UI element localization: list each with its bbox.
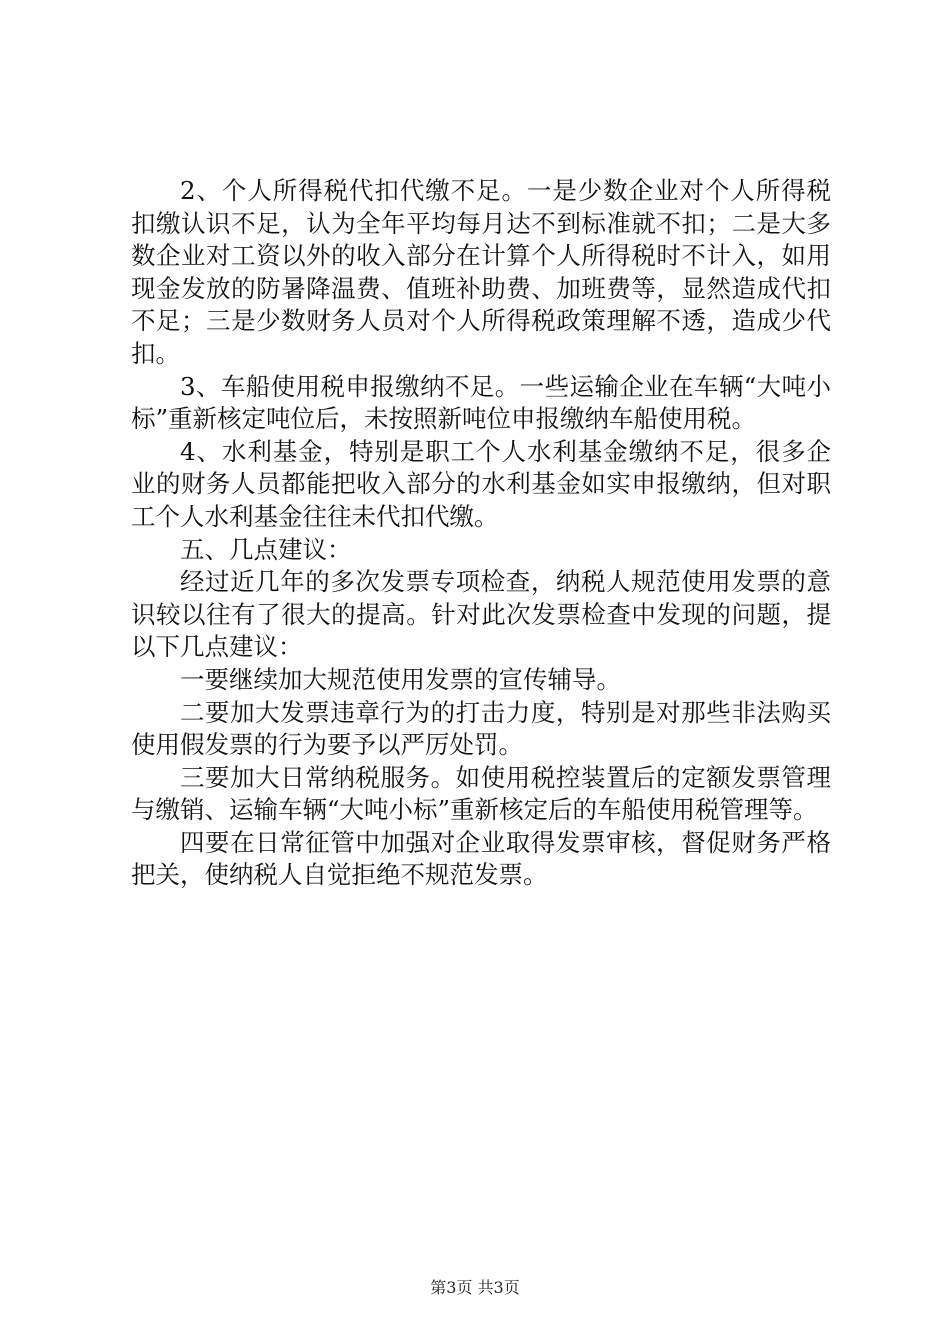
- suggestion-item-3: 三要加大日常纳税服务。如使用税控装置后的定额发票管理与缴销、运输车辆“大吨小标”重新核定后的车船使用税管理等。: [131, 762, 831, 825]
- paragraph-personal-income-tax: 2、个人所得税代扣代缴不足。一是少数企业对个人所得税扣缴认识不足，认为全年平均每月达不到标准就不扣；二是大多数企业对工资以外的收入部分在计算个人所得税时不计入，如用现金发放的防暑降温费、值班补助费、加班费等，显然造成代扣不足；三是少数财务人员对个人所得税政策理解不透，造成少代扣。: [131, 176, 831, 368]
- paragraph-water-conservancy-fund: 4、水利基金，特别是职工个人水利基金缴纳不足，很多企业的财务人员都能把收入部分的水利基金如实申报缴纳，但对职工个人水利基金往往未代扣代缴。: [131, 436, 831, 531]
- suggestion-item-1: 一要继续加大规范使用发票的宣传辅导。: [180, 664, 621, 694]
- paragraph-vehicle-vessel-tax: 3、车船使用税申报缴纳不足。一些运输企业在车辆“大吨小标”重新核定吨位后，未按照新吨位申报缴纳车船使用税。: [131, 371, 831, 434]
- page-footer: [0, 1278, 950, 1298]
- suggestion-item-2: 二要加大发票违章行为的打击力度，特别是对那些非法购买使用假发票的行为要予以严厉处罚。: [131, 697, 831, 760]
- paragraph-suggestions-intro: 经过近几年的多次发票专项检查，纳税人规范使用发票的意识较以往有了很大的提高。针对此次发票检查中发现的问题，提以下几点建议：: [131, 567, 831, 662]
- page-total: 共3页: [477, 1278, 520, 1297]
- page-number: 第3页: [430, 1278, 473, 1297]
- suggestion-item-4: 四要在日常征管中加强对企业取得发票审核，督促财务严格把关，使纳税人自觉拒绝不规范发票。: [131, 827, 831, 890]
- document-body: [131, 175, 831, 892]
- section-heading-suggestions: 五、几点建议：: [180, 534, 352, 564]
